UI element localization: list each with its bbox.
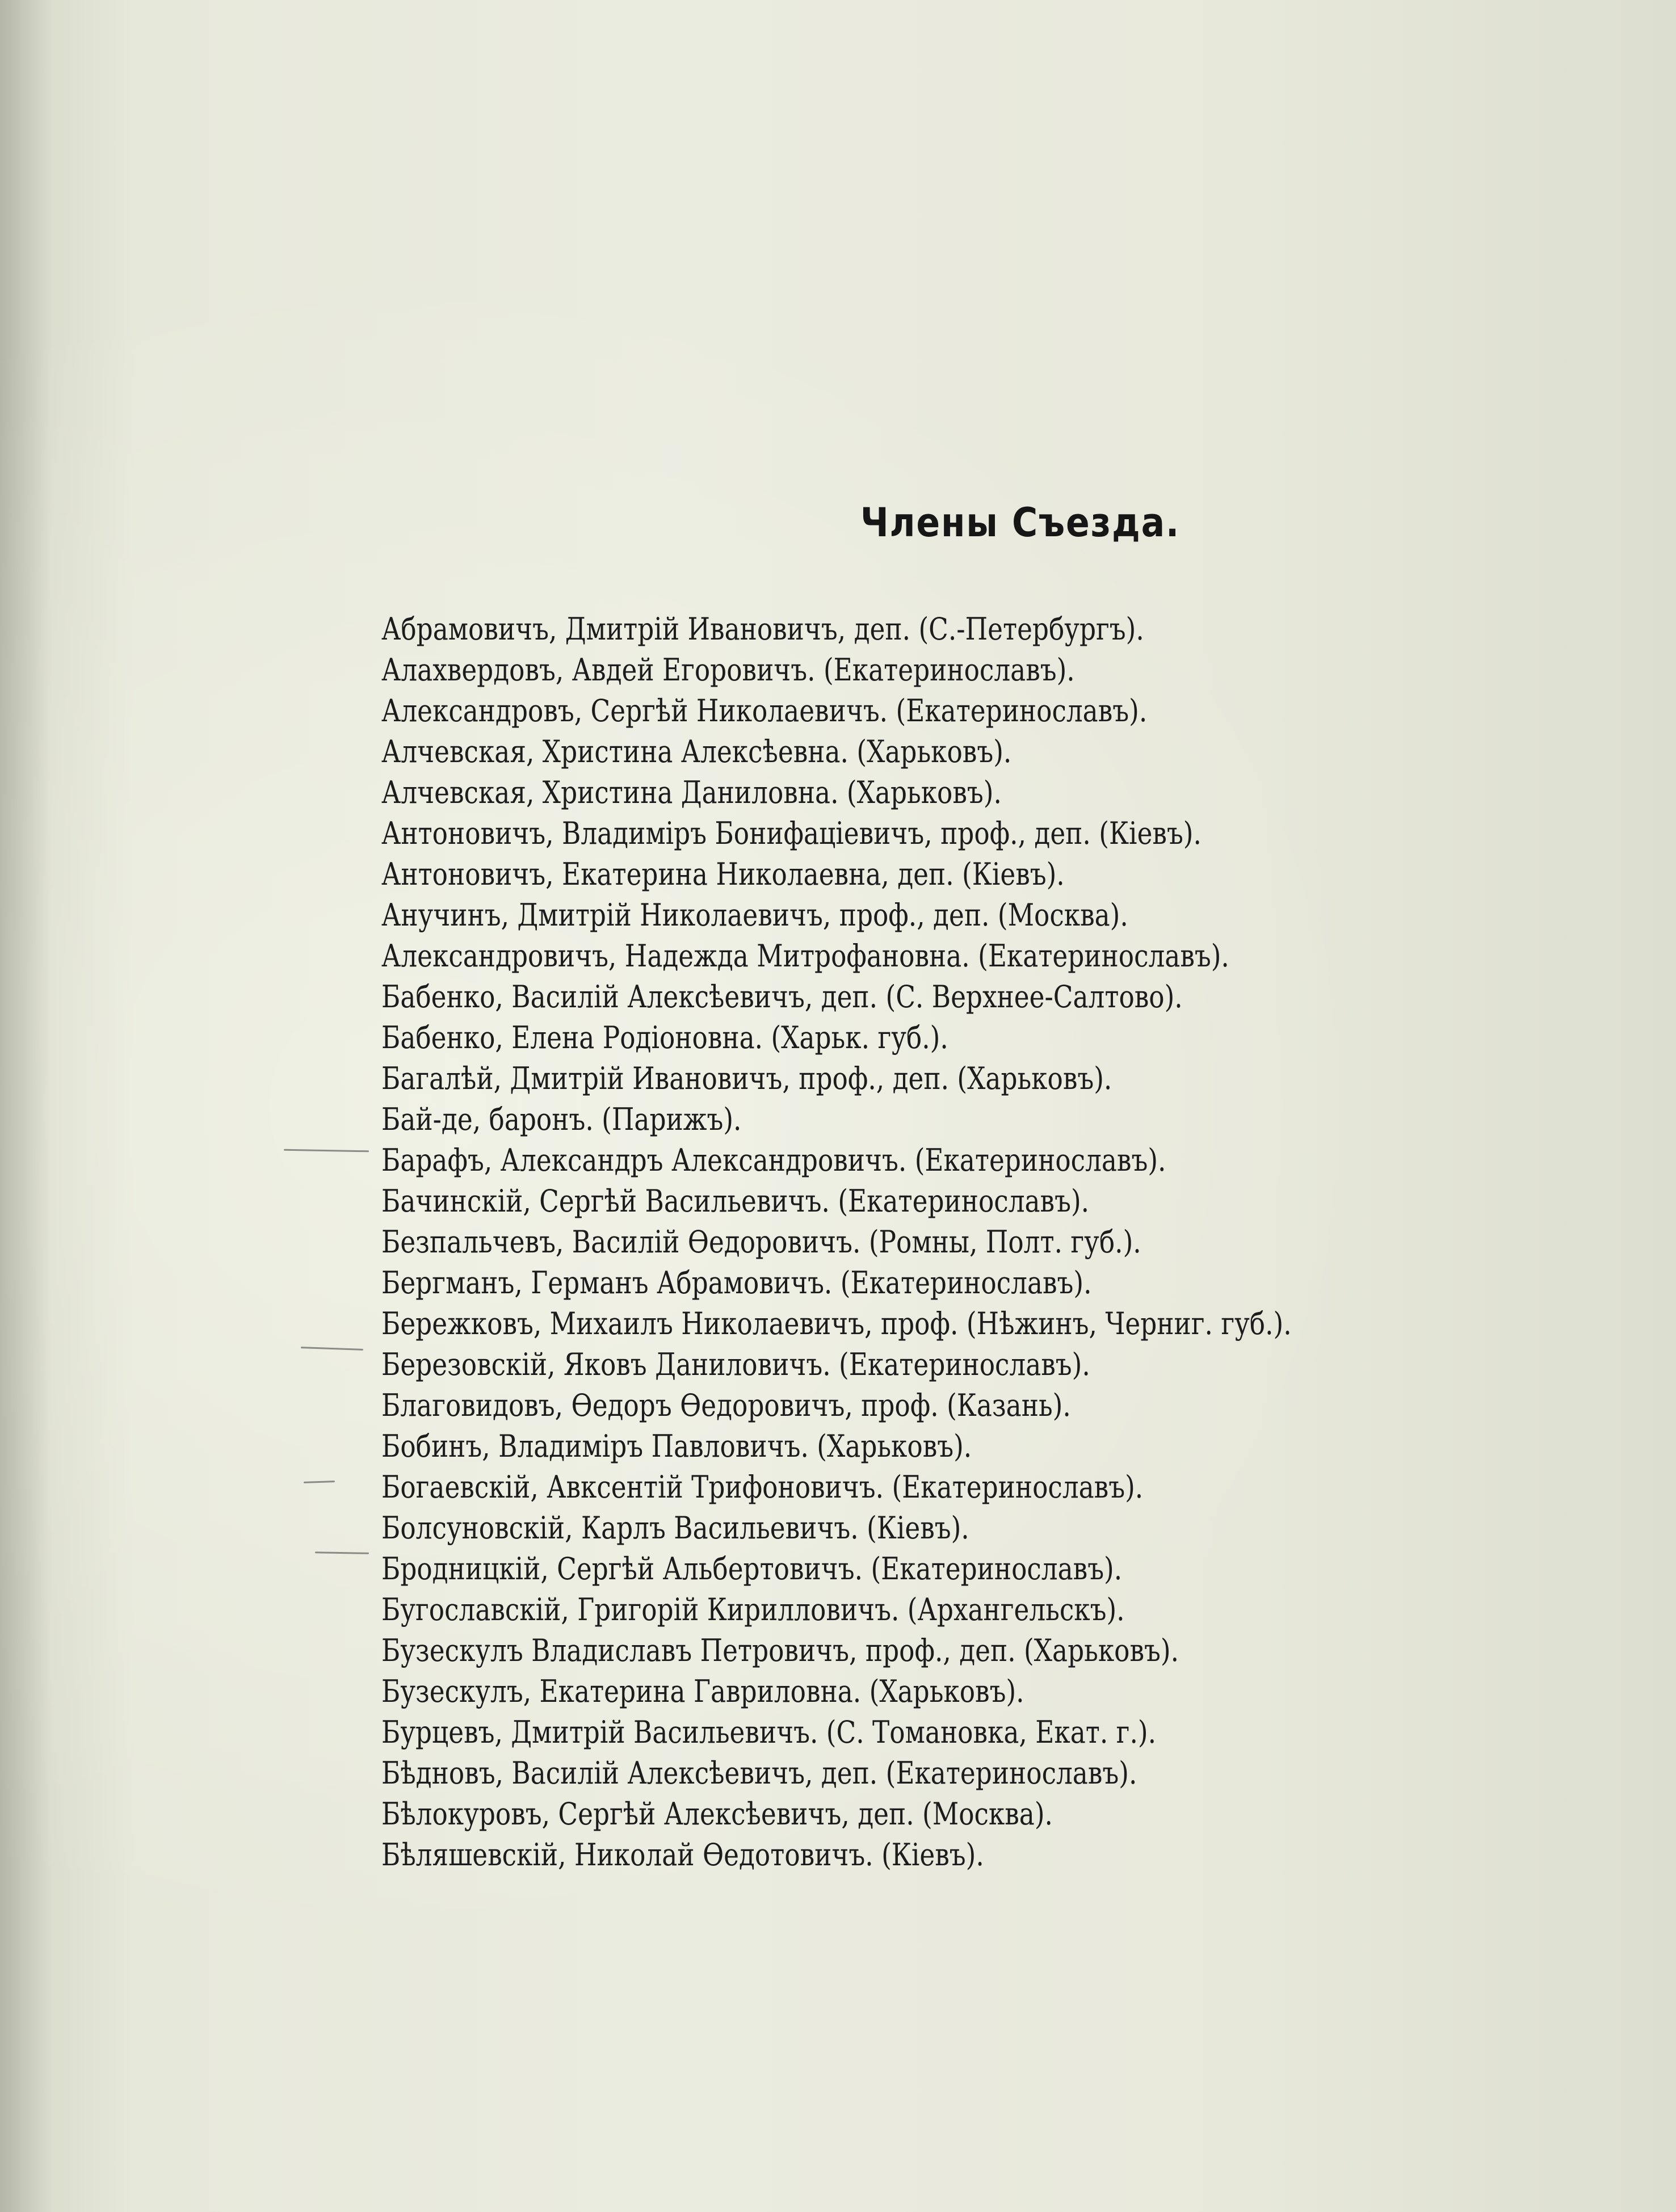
- member-entry: Алчевская, Христина Алексѣевна. (Харьковъ).: [381, 734, 1012, 769]
- spine-shadow: [0, 0, 51, 2212]
- member-entry: Благовидовъ, Ѳедоръ Ѳедоровичъ, проф. (Казань).: [381, 1387, 1071, 1423]
- member-entry: Бачинскій, Сергѣй Васильевичъ. (Екатеринославъ).: [381, 1183, 1090, 1219]
- margin-pencil-mark: [301, 1347, 363, 1351]
- member-entry: Болсуновскій, Карлъ Васильевичъ. (Кіевъ).: [381, 1510, 969, 1546]
- member-entry: Безпальчевъ, Василій Ѳедоровичъ. (Ромны, Полт. губ.).: [381, 1224, 1141, 1260]
- page-title: Члены Съезда.: [860, 499, 1181, 546]
- margin-pencil-mark: [284, 1149, 369, 1153]
- member-entry: Бузескулъ Владиславъ Петровичъ, проф., деп. (Харьковъ).: [381, 1633, 1179, 1668]
- member-entry: Бугославскій, Григорій Кирилловичъ. (Архангельскъ).: [381, 1592, 1125, 1628]
- member-entry: Бергманъ, Германъ Абрамовичъ. (Екатеринославъ).: [381, 1265, 1092, 1301]
- member-entry: Багалѣй, Дмитрій Ивановичъ, проф., деп. (Харьковъ).: [381, 1061, 1112, 1096]
- member-entry: Абрамовичъ, Дмитрій Ивановичъ, деп. (С.-Петербургъ).: [381, 611, 1144, 647]
- margin-pencil-mark: [304, 1481, 335, 1483]
- member-entry: Бай-де, баронъ. (Парижъ).: [381, 1101, 742, 1137]
- member-entry: Бобинъ, Владиміръ Павловичъ. (Харьковъ).: [381, 1428, 972, 1464]
- member-entry: Березовскій, Яковъ Даниловичъ. (Екатеринославъ).: [381, 1347, 1090, 1382]
- member-entry: Александровъ, Сергѣй Николаевичъ. (Екатеринославъ).: [381, 693, 1148, 729]
- member-entry: Бѣляшевскій, Николай Ѳедотовичъ. (Кіевъ).: [381, 1837, 984, 1873]
- member-entry: Бузескулъ, Екатерина Гавриловна. (Харьковъ).: [381, 1673, 1024, 1709]
- member-entry: Бабенко, Елена Родіоновна. (Харьк. губ.).: [381, 1020, 948, 1055]
- members-list: [381, 609, 1465, 1875]
- member-entry: Бѣдновъ, Василій Алексѣевичъ, деп. (Екатеринославъ).: [381, 1755, 1137, 1791]
- member-entry: Антоновичъ, Владиміръ Бонифаціевичъ, проф., деп. (Кіевъ).: [381, 815, 1202, 851]
- member-entry: Барафъ, Александръ Александровичъ. (Екатеринославъ).: [381, 1142, 1166, 1178]
- member-entry: Бабенко, Василій Алексѣевичъ, деп. (С. Верхнее-Салтово).: [381, 979, 1183, 1015]
- member-entry: Бурцевъ, Дмитрій Васильевичъ. (С. Томановка, Екат. г.).: [381, 1714, 1156, 1750]
- member-entry: Алчевская, Христина Даниловна. (Харьковъ).: [381, 775, 1002, 810]
- member-entry: Алахвердовъ, Авдей Егоровичъ. (Екатеринославъ).: [381, 652, 1075, 688]
- member-entry: Бѣлокуровъ, Сергѣй Алексѣевичъ, деп. (Москва).: [381, 1796, 1053, 1832]
- member-entry: Бережковъ, Михаилъ Николаевичъ, проф. (Нѣжинъ, Черниг. губ.).: [381, 1306, 1292, 1342]
- member-entry: Бродницкій, Сергѣй Альбертовичъ. (Екатеринославъ).: [381, 1551, 1123, 1587]
- member-entry: Богаевскій, Авксентій Трифоновичъ. (Екатеринославъ).: [381, 1469, 1144, 1505]
- member-entry: Антоновичъ, Екатерина Николаевна, деп. (Кіевъ).: [381, 856, 1065, 892]
- member-entry: Анучинъ, Дмитрій Николаевичъ, проф., деп. (Москва).: [381, 897, 1128, 933]
- member-entry: Александровичъ, Надежда Митрофановна. (Екатеринославъ).: [381, 938, 1229, 974]
- margin-pencil-mark: [315, 1551, 369, 1554]
